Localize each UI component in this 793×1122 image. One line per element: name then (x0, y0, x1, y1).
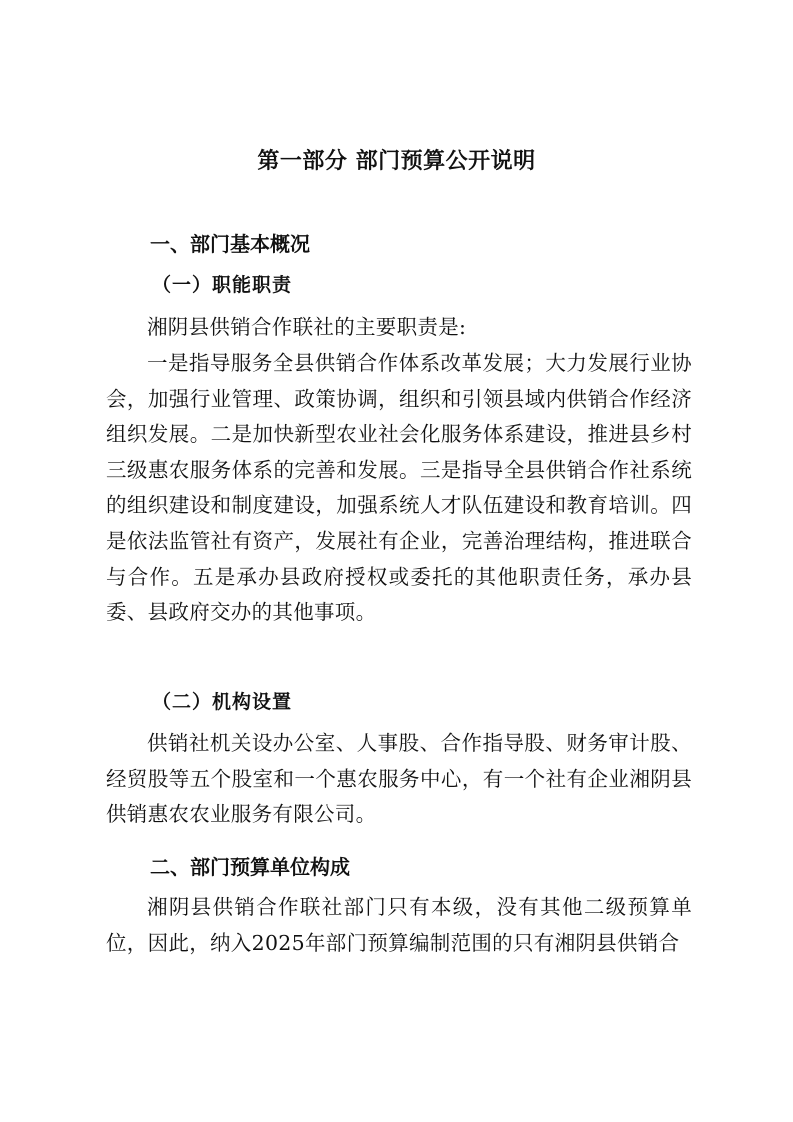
section-heading-basic-overview: 一、部门基本概况 (150, 232, 310, 256)
duties-intro-paragraph: 湘阴县供销合作联社的主要职责是: (147, 315, 467, 339)
section-heading-budget-units: 二、部门预算单位构成 (150, 855, 350, 879)
page-title: 第一部分 部门预算公开说明 (257, 149, 536, 174)
duties-body-paragraph: 一是指导服务全县供销合作体系改革发展；大力发展行业协会，加强行业管理、政策协调，组织和引领县域内供销合作经济组织发展。二是加快新型农业社会化服务体系建设，推进县乡村三级惠农服务体系的完善和发展。三是指导全县供销合作社系统的组织建设和制度建设，加强系统人才队伍建设和教育培训。四是依法监管社有资产，发展社有企业，完善治理结构，推进联合与合作。五是承办县政府授权或委托的其他职责任务，承办县委、县政府交办的其他事项。 (106, 351, 692, 625)
subsection-heading-duties: （一）职能职责 (152, 274, 293, 296)
budget-units-body-paragraph: 湘阴县供销合作联社部门只有本级，没有其他二级预算单位，因此，纳入2025年部门预算编制范围的只有湘阴县供销合 (106, 895, 692, 955)
organization-body-paragraph: 供销社机关设办公室、人事股、合作指导股、财务审计股、经贸股等五个股室和一个惠农服务中心，有一个社有企业湘阴县供销惠农农业服务有限公司。 (106, 731, 692, 827)
subsection-heading-organization: （二）机构设置 (152, 691, 293, 713)
